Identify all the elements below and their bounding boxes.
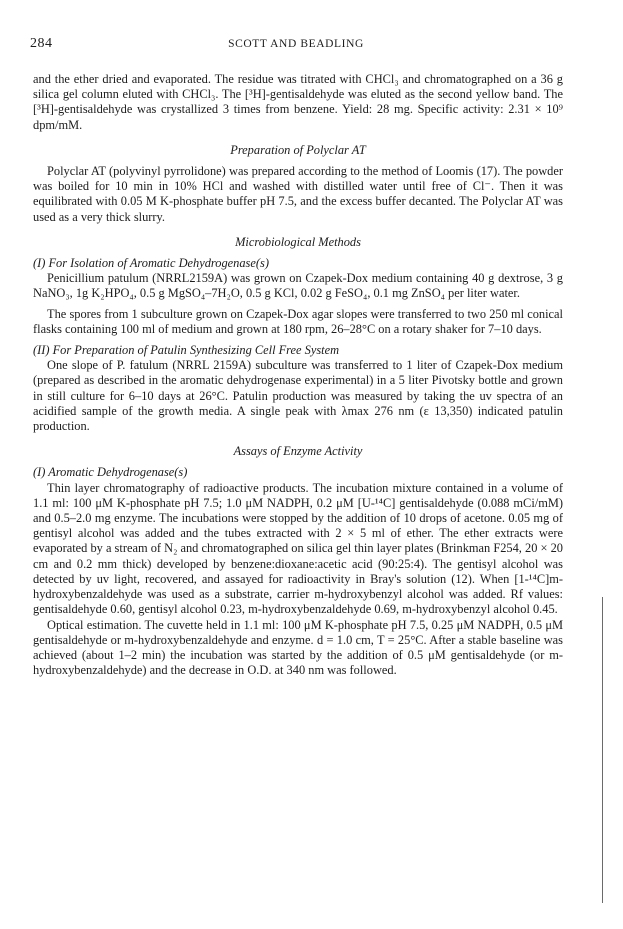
paragraph-polyclar: Polyclar AT (polyvinyl pyrrolidone) was prepared according to the method of Loomis (17). The powder was boiled for 10 min in 10% HCl and washed with distilled water until free of Cl⁻. Then it was equilibrated with 0.05 M K-phosphate buffer pH 7.5, and the excess buffer decanted. The Polyclar AT was used as a very thick slurry.: [33, 164, 563, 224]
paragraph-optical-estimation: Optical estimation. The cuvette held in 1.1 ml: 100 μM K-phosphate pH 7.5, 0.25 μM NADPH, 0.5 μM gentisaldehyde or m-hydroxybenzaldehyde and enzyme. d = 1.0 cm, T = 25°C. After a stable baseline was achieved (about 1–2 min) the incubation was started by the addition of 0.5 μM gentisaldehyde (or m-hydroxybenzaldehyde) and the decrease in O.D. at 340 nm was followed.: [33, 617, 563, 678]
subsection-heading-isolation: (I) For Isolation of Aromatic Dehydrogenase(s): [33, 256, 269, 271]
subsection-heading-patulin: (II) For Preparation of Patulin Synthesizing Cell Free System: [33, 343, 340, 358]
page-header: [30, 36, 562, 54]
paragraph-tlc-radioactive: Thin layer chromatography of radioactive products. The incubation mixture contained in a volume of 1.1 ml: 100 μM K-phosphate pH 7.5; 1.0 μM NADPH, 0.2 μM [U-¹⁴C] gentisaldehyde (0.088 mCi/mM) and 0.5–2.0 mg enzyme. The incubations were stopped by the addition of 10 drops of acetone. 0.05 mg of gentisyl alcohol was added and the tubes extracted with 2 × 5 ml of ether. The ether extracts were evaporated by a stream of N₂ and chromatographed on silica gel thin layer plates (Brinkman F254, 20 × 20 cm and 0.2 mm thick) developed by benzene:dioxane:acetic acid (90:25:4). The gentisyl alcohol was detected by uv light, recovered, and assayed for radioactivity in Bray's solution (12). When [1-¹⁴C]m-hydroxybenzaldehyde was used as a substrate, carrier m-hydroxybenzyl alcohol was added. Rf values: gentisaldehyde 0.60, gentisyl alcohol 0.23, m-hydroxybenzaldehyde 0.69, m-hydroxybenzyl alcohol 0.45.: [33, 480, 563, 617]
paragraph-ether-evaporation: and the ether dried and evaporated. The residue was titrated with CHCl₃ and chromatographed on a 36 g silica gel column eluted with CHCl₃. The [³H]-gentisaldehyde was eluted as the second yellow band. The [³H]-gentisaldehyde was crystallized 3 times from benzene. Yield: 28 mg. Specific activity: 2.31 × 10⁹ dpm/mM.: [33, 72, 563, 132]
margin-rule: [602, 597, 603, 903]
section-heading-assays: Assays of Enzyme Activity: [233, 444, 363, 459]
subsection-heading-dehydrogenase: (I) Aromatic Dehydrogenase(s): [33, 465, 188, 480]
paragraph-patulin-culture: One slope of P. fatulum (NRRL 2159A) subculture was transferred to 1 liter of Czapek-Dox medium (prepared as described in the aromatic dehydrogenase experimental) in a 5 liter Pivotsky bottle and grown in still culture for 6–10 days at 26°C. Patulin production was measured by taking the uv spectra of an acidified sample of the growth media. A single peak with λmax 276 nm (ε 13,350) indicated patulin production.: [33, 358, 563, 434]
page-number: 284: [30, 36, 53, 51]
paragraph-penicillium-medium: Penicillium patulum (NRRL2159A) was grown on Czapek-Dox medium containing 40 g dextrose, 3 g NaNO₃, 1g K₂HPO₄, 0.5 g MgSO₄–7H₂O, 0.5 g KCl, 0.02 g FeSO₄, 0.1 mg ZnSO₄ per liter water.: [33, 271, 563, 301]
paragraph-spores-transfer: The spores from 1 subculture grown on Czapek-Dox agar slopes were transferred to two 250 ml conical flasks containing 100 ml of medium and grown at 180 rpm, 26–28°C on a rotary shaker for 7–10 days.: [33, 306, 563, 336]
section-heading-microbiological: Microbiological Methods: [235, 234, 361, 249]
body-text: [33, 72, 563, 678]
running-title: SCOTT AND BEADLING: [228, 38, 364, 50]
section-heading-polyclar: Preparation of Polyclar AT: [230, 142, 366, 157]
